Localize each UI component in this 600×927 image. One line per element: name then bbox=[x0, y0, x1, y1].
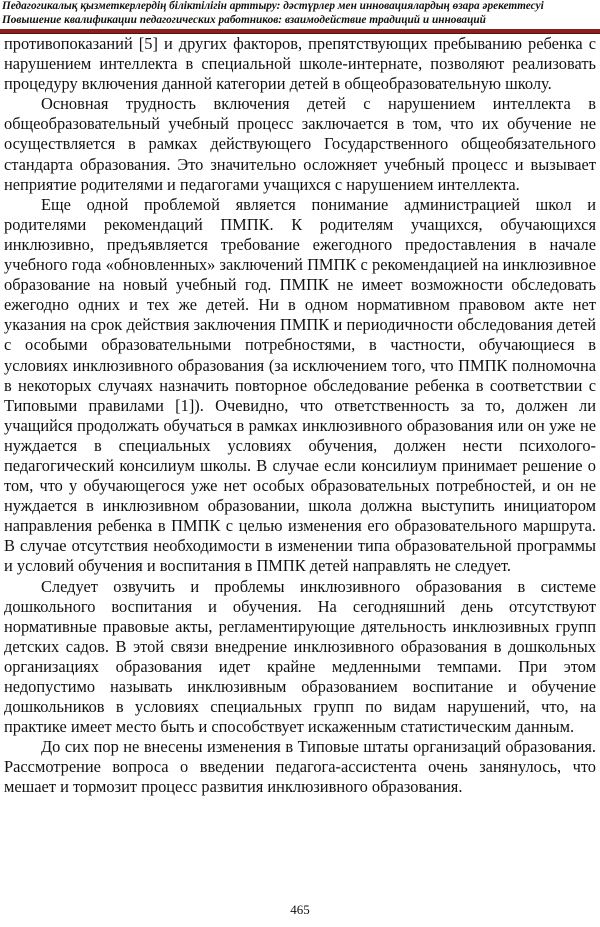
document-body bbox=[4, 34, 596, 798]
paragraph-preschool-problem: Следует озвучить и проблемы инклюзивного образования в системе дошкольного воспитания и обучения. На сегодняшний день отсутствуют нормативные правовые акты, регламентирующие дятельность инклюзивных групп детских садов. В этой связи внедрение инклюзивного образования в дошкольных организациях образования идет крайне медленными темпами. При этом недопустимо называть инклюзивным образованием воспитание и обучение дошкольников в условиях специальных групп по видам нарушений, что, на практике имеет место быть и способствует искаженным статистическим данным. bbox=[4, 576, 596, 737]
running-header bbox=[2, 0, 598, 27]
paragraph-continuation: противопоказаний [5] и других факторов, препятствующих пребыванию ребенка с нарушением интеллекта в специальной школе-интернате, позволяют реализовать процедуру включения данной категории детей в общеобразовательную школу. bbox=[4, 34, 596, 94]
page-number: 465 bbox=[290, 902, 310, 917]
running-header-russian: Повышение квалификации педагогических работников: взаимодействие традиций и инноваций bbox=[2, 13, 486, 26]
paragraph-staffing: До сих пор не внесены изменения в Типовые штаты организаций образования. Рассмотрение вопроса о введении педагога-ассистента очень занянулось, что мешает и тормозит процесс развития инклюзивного образования. bbox=[4, 737, 596, 797]
paragraph-pmpk-problem: Еще одной проблемой является понимание администрацией школ и родителями рекомендаций ПМПК. К родителям учащихся, обучающихся инклюзивно, предъявляется требование ежегодного предоставления в начале учебного года «обновленных» заключений ПМПК с рекомендацией на инклюзивное образование на новый учебный год. ПМПК не имеет возможности обследовать ежегодно одних и тех же детей. Ни в одном нормативном правовом акте нет указания на срок действия заключения ПМПК и периодичности обследования детей с особыми образовательными потребностями, в частности, обучающиеся в условиях инклюзивного образования (за исключением того, что ПМПК полномочна в некоторых случаях назначить повторное обследование ребенка в соответствии с Типовыми правилами [1]). Очевидно, что ответственность за то, должен ли учащийся продолжать обучаться в рамках инклюзивного образования или он уже не нуждается в специальных условиях обучения, должен нести психолого-педагогический консилиум школы. В случае если консилиум принимает решение о том, что у обучающегося уже нет особых образовательных потребностей, и он не нуждается в инклюзивном образовании, школа должна выступить инициатором направления ребенка в ПМПК с целью изменения его образовательного маршрута. В случае отсутствия необходимости в изменении типа образовательной программы и условий обучения и воспитания в ПМПК детей направлять не следует. bbox=[4, 194, 596, 576]
running-header-kazakh: Педагогикалық қызметкерлердің біліктілігін арттыру: дәстүрлер мен инновациялардың өзара әрекеттесуі bbox=[2, 0, 544, 12]
paragraph-main-difficulty: Основная трудность включения детей с нарушением интеллекта в общеобразовательный учебный процесс заключается в том, что их обучение не осуществляется в рамках действующего Государственного общеобязательного стандарта образования. Это значительно осложняет учебный процесс и вызывает неприятие родителями и педагогами учащихся с нарушением интеллекта. bbox=[4, 94, 596, 194]
